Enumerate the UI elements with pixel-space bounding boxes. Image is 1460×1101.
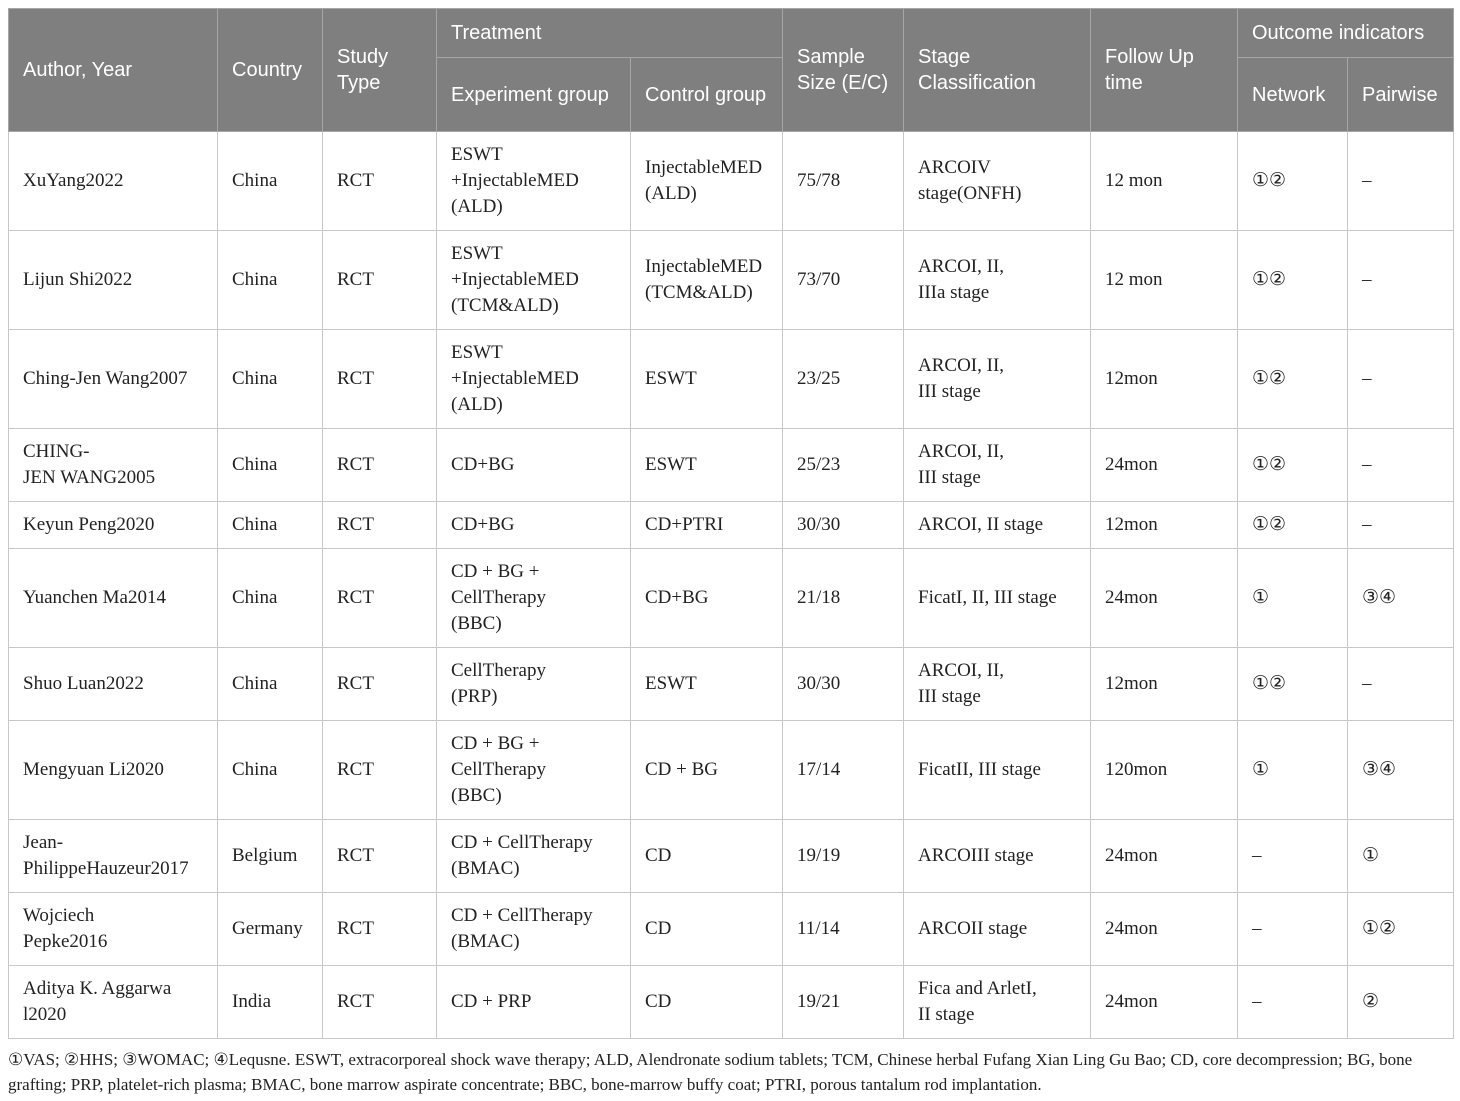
cell-pairwise: – bbox=[1348, 231, 1454, 330]
cell-experiment: CD + BG + CellTherapy (BBC) bbox=[437, 721, 631, 820]
cell-sample: 19/19 bbox=[783, 820, 904, 893]
cell-sample: 11/14 bbox=[783, 893, 904, 966]
header-study-type: Study Type bbox=[323, 9, 437, 132]
cell-stage: ARCOI, II, III stage bbox=[904, 429, 1091, 502]
cell-experiment: CellTherapy (PRP) bbox=[437, 648, 631, 721]
cell-stage: ARCOI, II, III stage bbox=[904, 330, 1091, 429]
cell-stage: ARCOII stage bbox=[904, 893, 1091, 966]
cell-author: Ching-Jen Wang2007 bbox=[9, 330, 218, 429]
cell-follow-up: 24mon bbox=[1091, 820, 1238, 893]
cell-study-type: RCT bbox=[323, 132, 437, 231]
cell-control: ESWT bbox=[631, 330, 783, 429]
cell-study-type: RCT bbox=[323, 648, 437, 721]
cell-follow-up: 12mon bbox=[1091, 648, 1238, 721]
table-row bbox=[9, 132, 1454, 231]
cell-follow-up: 24mon bbox=[1091, 893, 1238, 966]
cell-country: China bbox=[218, 648, 323, 721]
cell-study-type: RCT bbox=[323, 966, 437, 1039]
cell-country: Germany bbox=[218, 893, 323, 966]
table-row bbox=[9, 820, 1454, 893]
header-stage-classification: Stage Classification bbox=[904, 9, 1091, 132]
cell-experiment: CD + PRP bbox=[437, 966, 631, 1039]
header-treatment: Treatment bbox=[437, 9, 783, 58]
cell-country: China bbox=[218, 721, 323, 820]
header-outcome-indicators: Outcome indicators bbox=[1238, 9, 1454, 58]
cell-sample: 75/78 bbox=[783, 132, 904, 231]
cell-follow-up: 12mon bbox=[1091, 502, 1238, 549]
cell-sample: 23/25 bbox=[783, 330, 904, 429]
cell-control: CD+PTRI bbox=[631, 502, 783, 549]
cell-pairwise: ② bbox=[1348, 966, 1454, 1039]
cell-study-type: RCT bbox=[323, 893, 437, 966]
cell-pairwise: ③④ bbox=[1348, 721, 1454, 820]
cell-experiment: CD + CellTherapy (BMAC) bbox=[437, 893, 631, 966]
cell-experiment: CD + BG + CellTherapy (BBC) bbox=[437, 549, 631, 648]
cell-sample: 17/14 bbox=[783, 721, 904, 820]
cell-network: – bbox=[1238, 820, 1348, 893]
cell-experiment: CD+BG bbox=[437, 429, 631, 502]
header-pairwise: Pairwise bbox=[1348, 58, 1454, 132]
table-row bbox=[9, 330, 1454, 429]
table-row bbox=[9, 721, 1454, 820]
cell-sample: 30/30 bbox=[783, 502, 904, 549]
cell-author: Jean- PhilippeHauzeur2017 bbox=[9, 820, 218, 893]
cell-control: InjectableMED (ALD) bbox=[631, 132, 783, 231]
header-country: Country bbox=[218, 9, 323, 132]
cell-network: ①② bbox=[1238, 330, 1348, 429]
cell-experiment: ESWT +InjectableMED (ALD) bbox=[437, 330, 631, 429]
cell-author: Aditya K. Aggarwa l2020 bbox=[9, 966, 218, 1039]
cell-study-type: RCT bbox=[323, 721, 437, 820]
cell-pairwise: – bbox=[1348, 429, 1454, 502]
table-row bbox=[9, 549, 1454, 648]
table-row bbox=[9, 502, 1454, 549]
table-row bbox=[9, 429, 1454, 502]
cell-stage: ARCOI, II, IIIa stage bbox=[904, 231, 1091, 330]
cell-study-type: RCT bbox=[323, 549, 437, 648]
cell-author: XuYang2022 bbox=[9, 132, 218, 231]
table-row bbox=[9, 966, 1454, 1039]
cell-country: India bbox=[218, 966, 323, 1039]
cell-author: Lijun Shi2022 bbox=[9, 231, 218, 330]
cell-control: CD bbox=[631, 966, 783, 1039]
header-author-year: Author, Year bbox=[9, 9, 218, 132]
cell-country: China bbox=[218, 549, 323, 648]
cell-country: China bbox=[218, 502, 323, 549]
cell-study-type: RCT bbox=[323, 502, 437, 549]
cell-follow-up: 24mon bbox=[1091, 429, 1238, 502]
cell-pairwise: ③④ bbox=[1348, 549, 1454, 648]
header-experiment-group: Experiment group bbox=[437, 58, 631, 132]
cell-network: ①② bbox=[1238, 132, 1348, 231]
cell-author: Wojciech Pepke2016 bbox=[9, 893, 218, 966]
cell-sample: 30/30 bbox=[783, 648, 904, 721]
cell-experiment: ESWT +InjectableMED (TCM&ALD) bbox=[437, 231, 631, 330]
cell-author: Keyun Peng2020 bbox=[9, 502, 218, 549]
header-control-group: Control group bbox=[631, 58, 783, 132]
cell-stage: ARCOIII stage bbox=[904, 820, 1091, 893]
cell-sample: 19/21 bbox=[783, 966, 904, 1039]
table-header bbox=[9, 9, 1454, 132]
cell-control: CD + BG bbox=[631, 721, 783, 820]
cell-follow-up: 120mon bbox=[1091, 721, 1238, 820]
cell-experiment: ESWT +InjectableMED (ALD) bbox=[437, 132, 631, 231]
cell-stage: Fica and ArletI, II stage bbox=[904, 966, 1091, 1039]
cell-control: CD bbox=[631, 820, 783, 893]
table-footnote: ①VAS; ②HHS; ③WOMAC; ④Lequsne. ESWT, extracorporeal shock wave therapy; ALD, Alendronate sodium tablets; TCM, Chinese herbal Fufang Xian Ling Gu Bao; CD, core decompression; BG, bone grafting; PRP, platelet-rich plasma; BMAC, bone marrow aspirate concentrate; BBC, bone-marrow buffy coat; PTRI, porous tantalum rod implantation. bbox=[8, 1050, 1413, 1094]
cell-pairwise: – bbox=[1348, 132, 1454, 231]
cell-stage: ARCOI, II, III stage bbox=[904, 648, 1091, 721]
cell-follow-up: 12mon bbox=[1091, 330, 1238, 429]
cell-pairwise: – bbox=[1348, 648, 1454, 721]
cell-follow-up: 12 mon bbox=[1091, 231, 1238, 330]
cell-sample: 73/70 bbox=[783, 231, 904, 330]
cell-study-type: RCT bbox=[323, 330, 437, 429]
cell-network: – bbox=[1238, 893, 1348, 966]
cell-author: CHING- JEN WANG2005 bbox=[9, 429, 218, 502]
table-row bbox=[9, 231, 1454, 330]
cell-author: Shuo Luan2022 bbox=[9, 648, 218, 721]
cell-study-type: RCT bbox=[323, 429, 437, 502]
cell-pairwise: – bbox=[1348, 502, 1454, 549]
cell-control: ESWT bbox=[631, 429, 783, 502]
cell-control: CD+BG bbox=[631, 549, 783, 648]
cell-control: ESWT bbox=[631, 648, 783, 721]
table-body bbox=[9, 132, 1454, 1039]
cell-control: InjectableMED (TCM&ALD) bbox=[631, 231, 783, 330]
cell-pairwise: ①② bbox=[1348, 893, 1454, 966]
cell-follow-up: 24mon bbox=[1091, 966, 1238, 1039]
cell-experiment: CD+BG bbox=[437, 502, 631, 549]
cell-stage: FicatI, II, III stage bbox=[904, 549, 1091, 648]
cell-stage: ARCOIV stage(ONFH) bbox=[904, 132, 1091, 231]
cell-pairwise: – bbox=[1348, 330, 1454, 429]
cell-stage: FicatII, III stage bbox=[904, 721, 1091, 820]
cell-experiment: CD + CellTherapy (BMAC) bbox=[437, 820, 631, 893]
cell-network: ①② bbox=[1238, 648, 1348, 721]
cell-country: China bbox=[218, 231, 323, 330]
cell-stage: ARCOI, II stage bbox=[904, 502, 1091, 549]
cell-sample: 25/23 bbox=[783, 429, 904, 502]
cell-study-type: RCT bbox=[323, 820, 437, 893]
cell-follow-up: 12 mon bbox=[1091, 132, 1238, 231]
cell-country: China bbox=[218, 330, 323, 429]
header-follow-up: Follow Up time bbox=[1091, 9, 1238, 132]
cell-network: – bbox=[1238, 966, 1348, 1039]
cell-control: CD bbox=[631, 893, 783, 966]
cell-country: China bbox=[218, 132, 323, 231]
table-row bbox=[9, 893, 1454, 966]
cell-network: ①② bbox=[1238, 231, 1348, 330]
header-network: Network bbox=[1238, 58, 1348, 132]
table-row bbox=[9, 648, 1454, 721]
cell-network: ① bbox=[1238, 549, 1348, 648]
header-sample-size: Sample Size (E/C) bbox=[783, 9, 904, 132]
cell-country: China bbox=[218, 429, 323, 502]
cell-author: Mengyuan Li2020 bbox=[9, 721, 218, 820]
cell-network: ①② bbox=[1238, 429, 1348, 502]
cell-network: ①② bbox=[1238, 502, 1348, 549]
cell-country: Belgium bbox=[218, 820, 323, 893]
cell-sample: 21/18 bbox=[783, 549, 904, 648]
cell-network: ① bbox=[1238, 721, 1348, 820]
cell-author: Yuanchen Ma2014 bbox=[9, 549, 218, 648]
cell-study-type: RCT bbox=[323, 231, 437, 330]
cell-follow-up: 24mon bbox=[1091, 549, 1238, 648]
study-characteristics-table bbox=[8, 8, 1454, 1039]
cell-pairwise: ① bbox=[1348, 820, 1454, 893]
